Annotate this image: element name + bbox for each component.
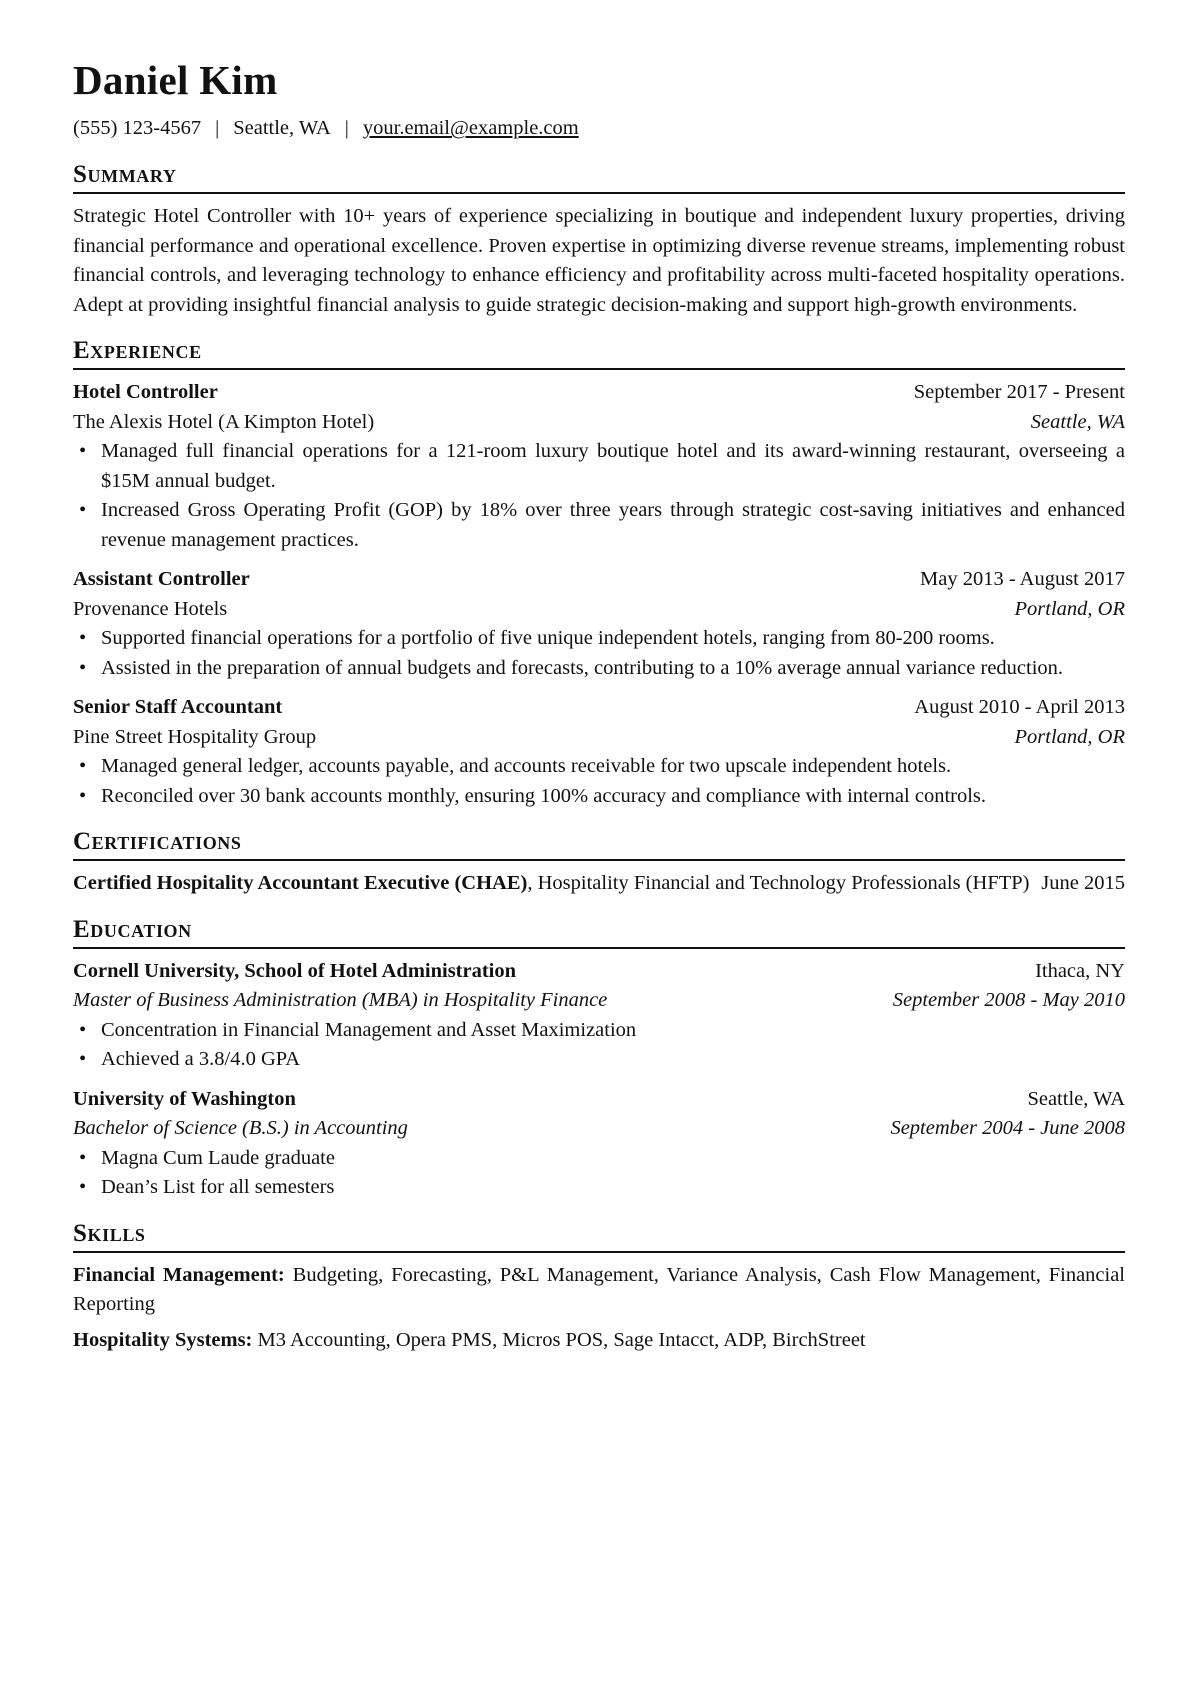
list-item: • Increased Gross Operating Profit (GOP) by 18% over three years through strategic cost-saving initiatives and enhanced revenue management practices. (73, 496, 1125, 555)
list-item: • Managed general ledger, accounts payable, and accounts receivable for two upscale independent hotels. (73, 752, 1125, 782)
education-entry (73, 957, 1125, 1075)
contact-line (73, 114, 1125, 142)
skills-section (73, 1219, 1125, 1356)
job-bullets (73, 624, 1125, 683)
section-title-experience: Experience (73, 336, 1125, 370)
job-dates: August 2010 - April 2013 (914, 696, 1125, 718)
section-title-certifications: Certifications (73, 827, 1125, 861)
school-name: Cornell University, School of Hotel Administration (73, 959, 517, 982)
contact-separator: | (344, 117, 349, 139)
contact-location: Seattle, WA (233, 117, 331, 139)
skill-group-items: M3 Accounting, Opera PMS, Micros POS, Sage Intacct, ADP, BirchStreet (257, 1328, 866, 1351)
list-item: • Dean’s List for all semesters (73, 1173, 1125, 1203)
skill-group (73, 1326, 1125, 1356)
list-item: • Supported financial operations for a portfolio of five unique independent hotels, ranging from 80-200 rooms. (73, 624, 1125, 654)
list-item: • Concentration in Financial Management and Asset Maximization (73, 1016, 1125, 1046)
list-item: • Magna Cum Laude graduate (73, 1144, 1125, 1174)
list-item: • Reconciled over 30 bank accounts monthly, ensuring 100% accuracy and compliance with internal controls. (73, 782, 1125, 812)
education-bullets (73, 1016, 1125, 1075)
job-title: Assistant Controller (73, 568, 250, 590)
resume-header (73, 56, 1125, 142)
skill-group-label: Financial Management: (73, 1263, 285, 1286)
school-location: Ithaca, NY (1035, 959, 1125, 982)
certifications-section (73, 827, 1125, 899)
degree-name: Master of Business Administration (MBA) in Hospitality Finance (73, 989, 608, 1011)
certification-issuer: , Hospitality Financial and Technology Professionals (HFTP) (527, 872, 1030, 894)
email-link[interactable]: your.email@example.com (362, 117, 579, 139)
job-title: Hotel Controller (73, 381, 218, 403)
experience-entry (73, 378, 1125, 555)
school-location: Seattle, WA (1027, 1087, 1125, 1110)
experience-section (73, 336, 1125, 811)
education-dates: September 2008 - May 2010 (892, 989, 1125, 1011)
list-item: • Managed full financial operations for a 121-room luxury boutique hotel and its award-winning restaurant, overseeing a $15M annual budget. (73, 437, 1125, 496)
phone-number: (555) 123-4567 (73, 117, 202, 139)
list-item: • Assisted in the preparation of annual budgets and forecasts, contributing to a 10% average annual variance reduction. (73, 654, 1125, 684)
job-title: Senior Staff Accountant (73, 696, 283, 718)
certification-date: June 2015 (1041, 872, 1125, 894)
school-name: University of Washington (73, 1087, 296, 1110)
job-dates: May 2013 - August 2017 (920, 568, 1125, 590)
skill-group-label: Hospitality Systems: (73, 1328, 253, 1351)
job-dates: September 2017 - Present (913, 381, 1125, 403)
contact-separator: | (215, 117, 220, 139)
education-bullets (73, 1144, 1125, 1203)
job-bullets (73, 752, 1125, 811)
certification-entry (73, 869, 1125, 899)
job-location: Portland, OR (1014, 725, 1125, 748)
company-name: The Alexis Hotel (A Kimpton Hotel) (73, 410, 375, 433)
skill-group (73, 1261, 1125, 1320)
job-location: Seattle, WA (1030, 410, 1125, 433)
job-location: Portland, OR (1014, 597, 1125, 620)
section-title-education: Education (73, 915, 1125, 949)
company-name: Pine Street Hospitality Group (73, 725, 317, 748)
summary-text: Strategic Hotel Controller with 10+ years of experience specializing in boutique and independent luxury properties, driving financial performance and operational excellence. Proven expertise in optimizing diverse revenue streams, implementing robust financial controls, and leveraging technology to enhance efficiency and profitability across multi-faceted hospitality operations. Adept at providing insightful financial analysis to guide strategic decision-making and support high-growth environments. (73, 205, 1125, 316)
education-entry (73, 1085, 1125, 1203)
job-bullets (73, 437, 1125, 555)
resume-page (73, 56, 1125, 1355)
section-title-summary: Summary (73, 160, 1125, 194)
candidate-name: Daniel Kim (73, 57, 278, 103)
list-item: • Achieved a 3.8/4.0 GPA (73, 1045, 1125, 1075)
education-dates: September 2004 - June 2008 (890, 1117, 1125, 1139)
certification-text (73, 869, 1125, 899)
skill-group-items: Budgeting, Forecasting, P&L Management, Variance Analysis, Cash Flow Management, Financial Reporting (73, 1263, 1126, 1315)
company-name: Provenance Hotels (73, 597, 228, 620)
section-title-skills: Skills (73, 1219, 1125, 1253)
degree-name: Bachelor of Science (B.S.) in Accounting (73, 1117, 408, 1139)
education-section (73, 915, 1125, 1203)
summary-section (73, 160, 1125, 320)
experience-entry (73, 565, 1125, 683)
certification-name: Certified Hospitality Accountant Executive (CHAE) (73, 872, 528, 894)
experience-entry (73, 693, 1125, 811)
